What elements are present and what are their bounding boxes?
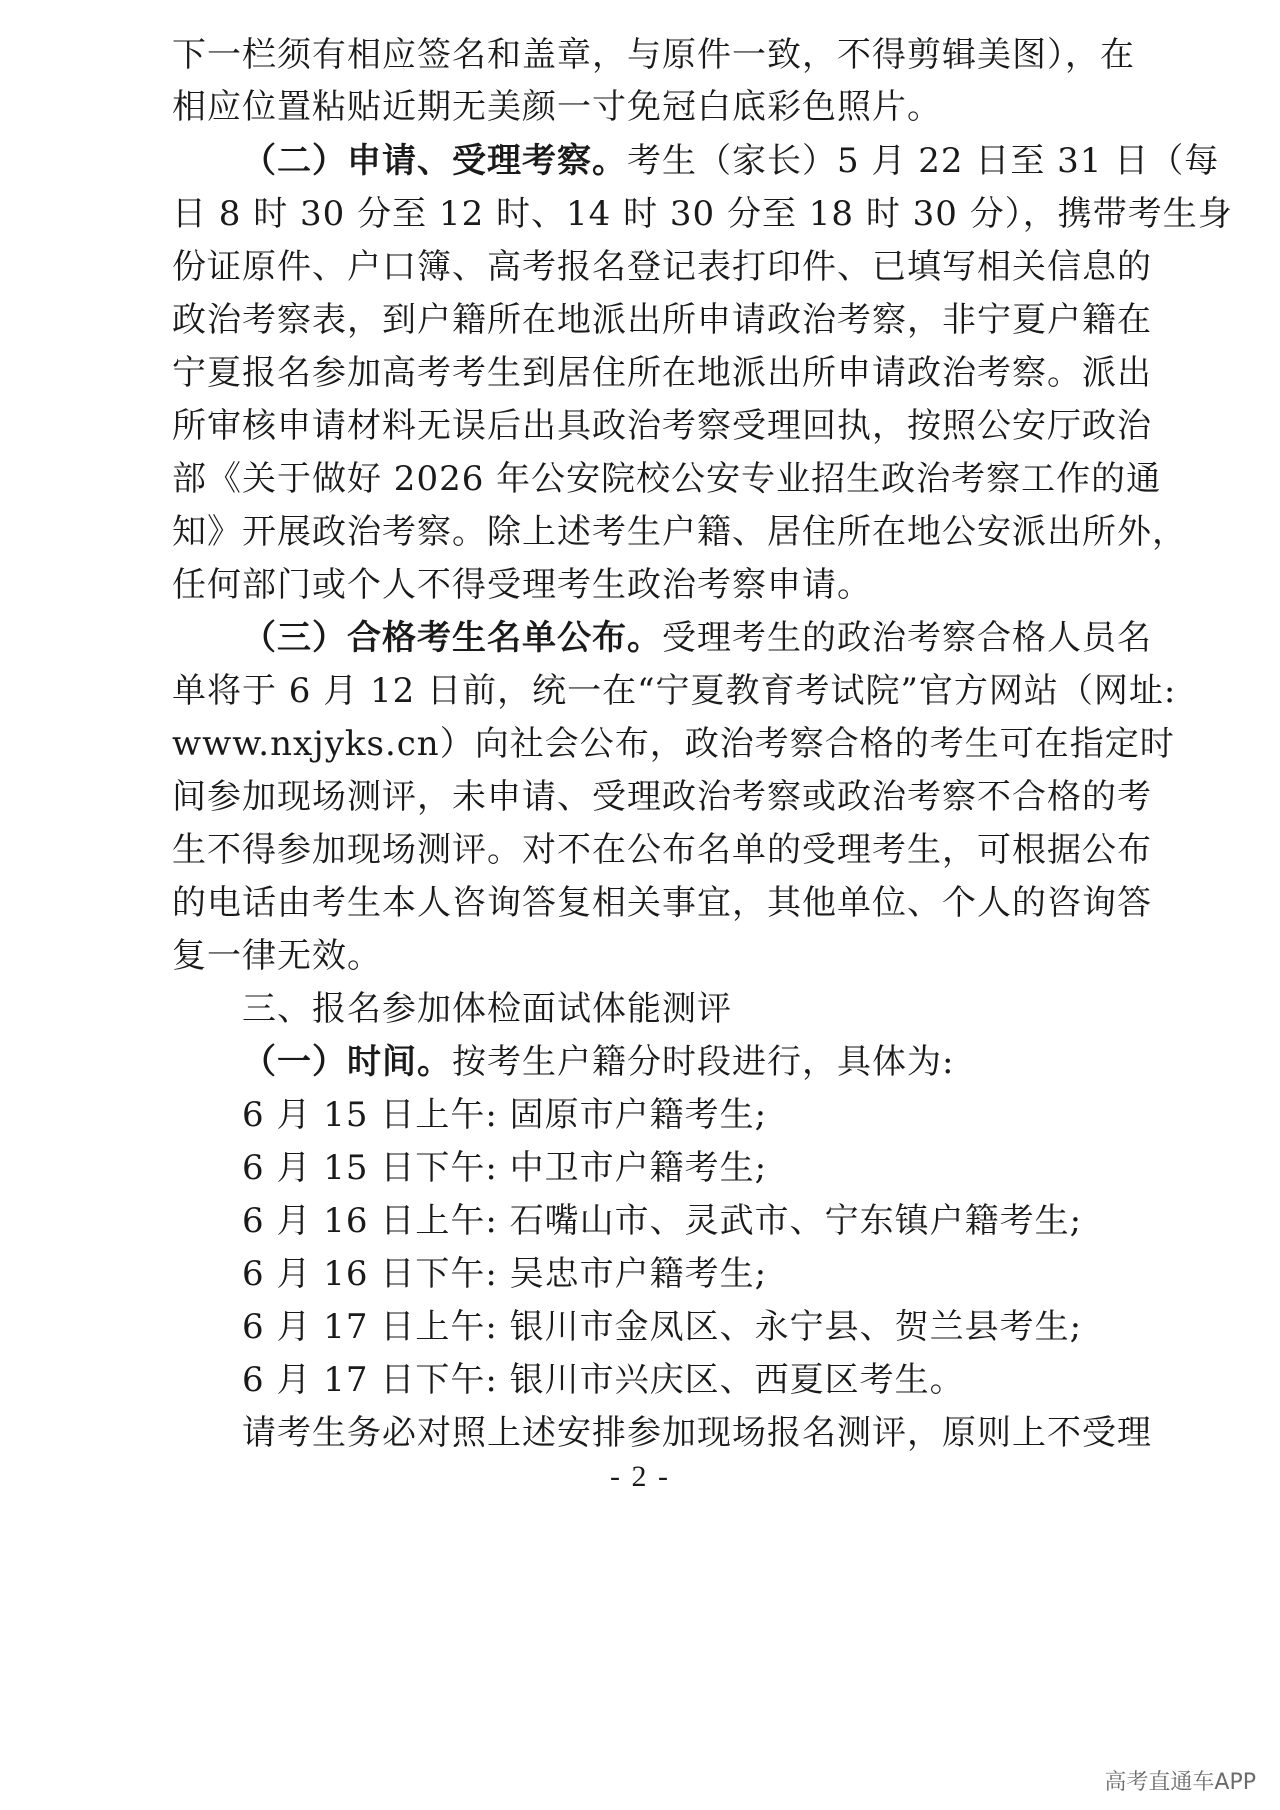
time-line	[242, 1033, 1117, 1091]
body-line-11: 任何部门或个人不得受理考生政治考察申请。	[172, 565, 872, 605]
body-line-14: www.nxjyks.cn）向社会公布，政治考察合格的考生可在指定时	[172, 724, 1175, 764]
body-line-5: 份证原件、户口簿、高考报名登记表打印件、已填写相关信息的	[172, 247, 1152, 287]
page-number: - 2 -	[610, 1460, 670, 1493]
body-line-9: 部《关于做好 2026 年公安院校公安专业招生政治考察工作的通	[172, 459, 1162, 499]
time-text: 按考生户籍分时段进行，具体为:	[452, 1042, 955, 1082]
body-line-17: 的电话由考生本人咨询答复相关事宜，其他单位、个人的咨询答	[172, 883, 1152, 923]
schedule-item-3: 6 月 16 日上午: 石嘴山市、灵武市、宁东镇户籍考生;	[242, 1201, 1083, 1241]
schedule-item-4: 6 月 16 日下午: 吴忠市户籍考生;	[242, 1254, 768, 1294]
schedule-item-6: 6 月 17 日下午: 银川市兴庆区、西夏区考生。	[242, 1360, 965, 1400]
body-line-6: 政治考察表，到户籍所在地派出所申请政治考察，非宁夏户籍在	[172, 300, 1152, 340]
time-heading: （一）时间。	[242, 1042, 452, 1082]
paragraph-2-first-line	[242, 132, 1220, 190]
body-line-18: 复一律无效。	[172, 936, 382, 976]
body-line-16: 生不得参加现场测评。对不在公布名单的受理考生，可根据公布	[172, 830, 1152, 870]
schedule-item-2: 6 月 15 日下午: 中卫市户籍考生;	[242, 1148, 768, 1188]
body-line-10: 知》开展政治考察。除上述考生户籍、居住所在地公安派出所外，	[172, 512, 1187, 552]
body-line-4: 日 8 时 30 分至 12 时、14 时 30 分至 18 时 30 分），携带考生身	[172, 194, 1233, 234]
body-line-1: 下一栏须有相应签名和盖章，与原件一致，不得剪辑美图），在	[172, 35, 1135, 75]
section-3-title: 三、报名参加体检面试体能测评	[242, 989, 732, 1029]
paragraph-3-lead: 受理考生的政治考察合格人员名	[662, 618, 1152, 658]
body-line-13: 单将于 6 月 12 日前，统一在“宁夏教育考试院”官方网站（网址:	[172, 671, 1177, 711]
app-watermark: 高考直通车APP	[1104, 1770, 1256, 1795]
closing-line: 请考生务必对照上述安排参加现场报名测评，原则上不受理	[242, 1413, 1152, 1453]
paragraph-3-heading: （三）合格考生名单公布。	[242, 618, 662, 658]
body-line-2: 相应位置粘贴近期无美颜一寸免冠白底彩色照片。	[172, 87, 942, 127]
body-line-7: 宁夏报名参加高考考生到居住所在地派出所申请政治考察。派出	[172, 353, 1152, 393]
paragraph-2-heading: （二）申请、受理考察。	[242, 141, 627, 181]
paragraph-3-first-line	[242, 609, 1152, 667]
body-line-15: 间参加现场测评，未申请、受理政治考察或政治考察不合格的考	[172, 777, 1152, 817]
paragraph-2-lead: 考生（家长）5 月 22 日至 31 日（每	[627, 141, 1220, 181]
schedule-item-5: 6 月 17 日上午: 银川市金凤区、永宁县、贺兰县考生;	[242, 1307, 1083, 1347]
body-line-8: 所审核申请材料无误后出具政治考察受理回执，按照公安厅政治	[172, 406, 1152, 446]
schedule-item-1: 6 月 15 日上午: 固原市户籍考生;	[242, 1095, 768, 1135]
